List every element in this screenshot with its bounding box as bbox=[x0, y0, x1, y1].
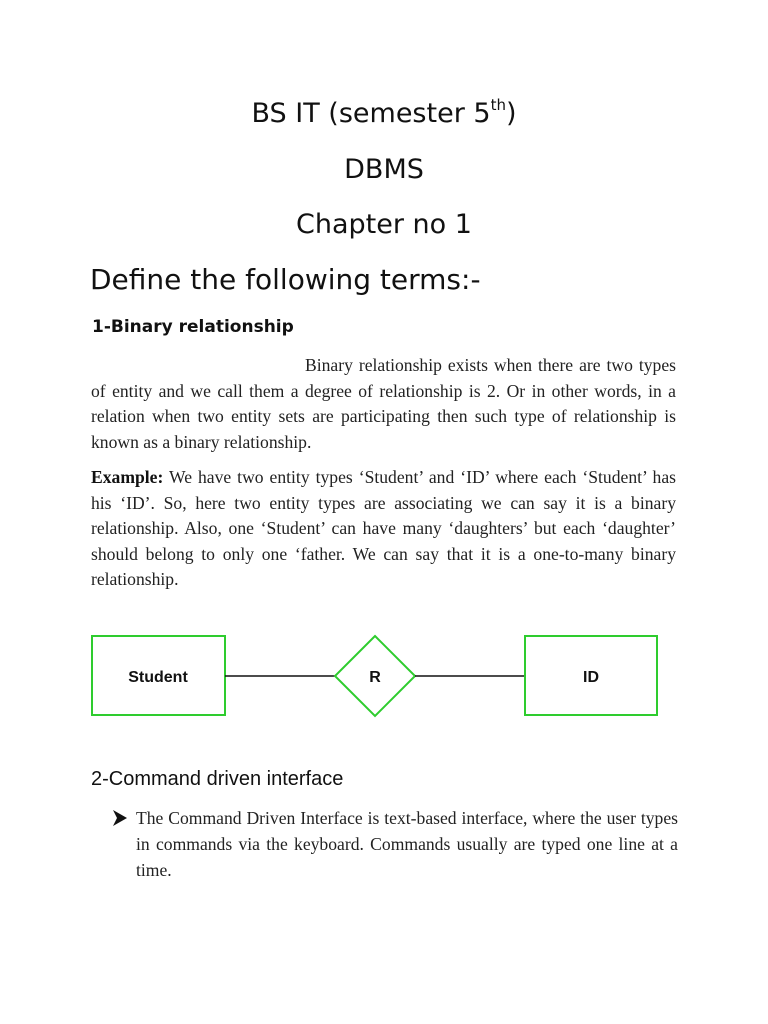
binary-relationship-paragraph: Binary relationship exists when there are two types of entity and we call them a degree of relationship is 2. Or in other words, in a relation when two entity sets are participating then such type of relationship is known as a binary relationship. bbox=[91, 355, 676, 452]
course-title-superscript: th bbox=[490, 96, 506, 114]
example-text: We have two entity types ‘Student’ and ‘ID’ where each ‘Student’ has his ‘ID’. So, here two entity types are associating we can say it is a binary relationship. Also, one ‘Student’ can have many ‘daughters’ but each ‘daughter’ should belong to only one ‘father. We can say that it is a one-to-many binary relationship. bbox=[91, 467, 676, 590]
chapter-title: Chapter no 1 bbox=[296, 209, 472, 240]
course-title bbox=[0, 97, 768, 131]
subject-title: DBMS bbox=[344, 154, 424, 185]
er-diagram bbox=[91, 634, 659, 718]
course-title-suffix: ) bbox=[505, 98, 517, 129]
example-label: Example: bbox=[91, 467, 164, 487]
command-interface-heading: 2-Command driven interface bbox=[91, 768, 344, 790]
bullet-text: The Command Driven Interface is text-based interface, where the user types in commands via the keyboard. Commands usually are typed one line at a time. bbox=[136, 808, 678, 880]
define-heading: Define the following terms:- bbox=[90, 263, 481, 296]
binary-relationship-heading: 1-Binary relationship bbox=[92, 317, 294, 337]
arrow-bullet-icon bbox=[112, 808, 128, 828]
entity-label-id: ID bbox=[583, 669, 599, 686]
entity-label-student: Student bbox=[128, 669, 188, 686]
example-paragraph bbox=[91, 465, 676, 593]
relationship-label: R bbox=[369, 669, 381, 686]
course-title-prefix: BS IT (semester 5 bbox=[251, 98, 491, 129]
